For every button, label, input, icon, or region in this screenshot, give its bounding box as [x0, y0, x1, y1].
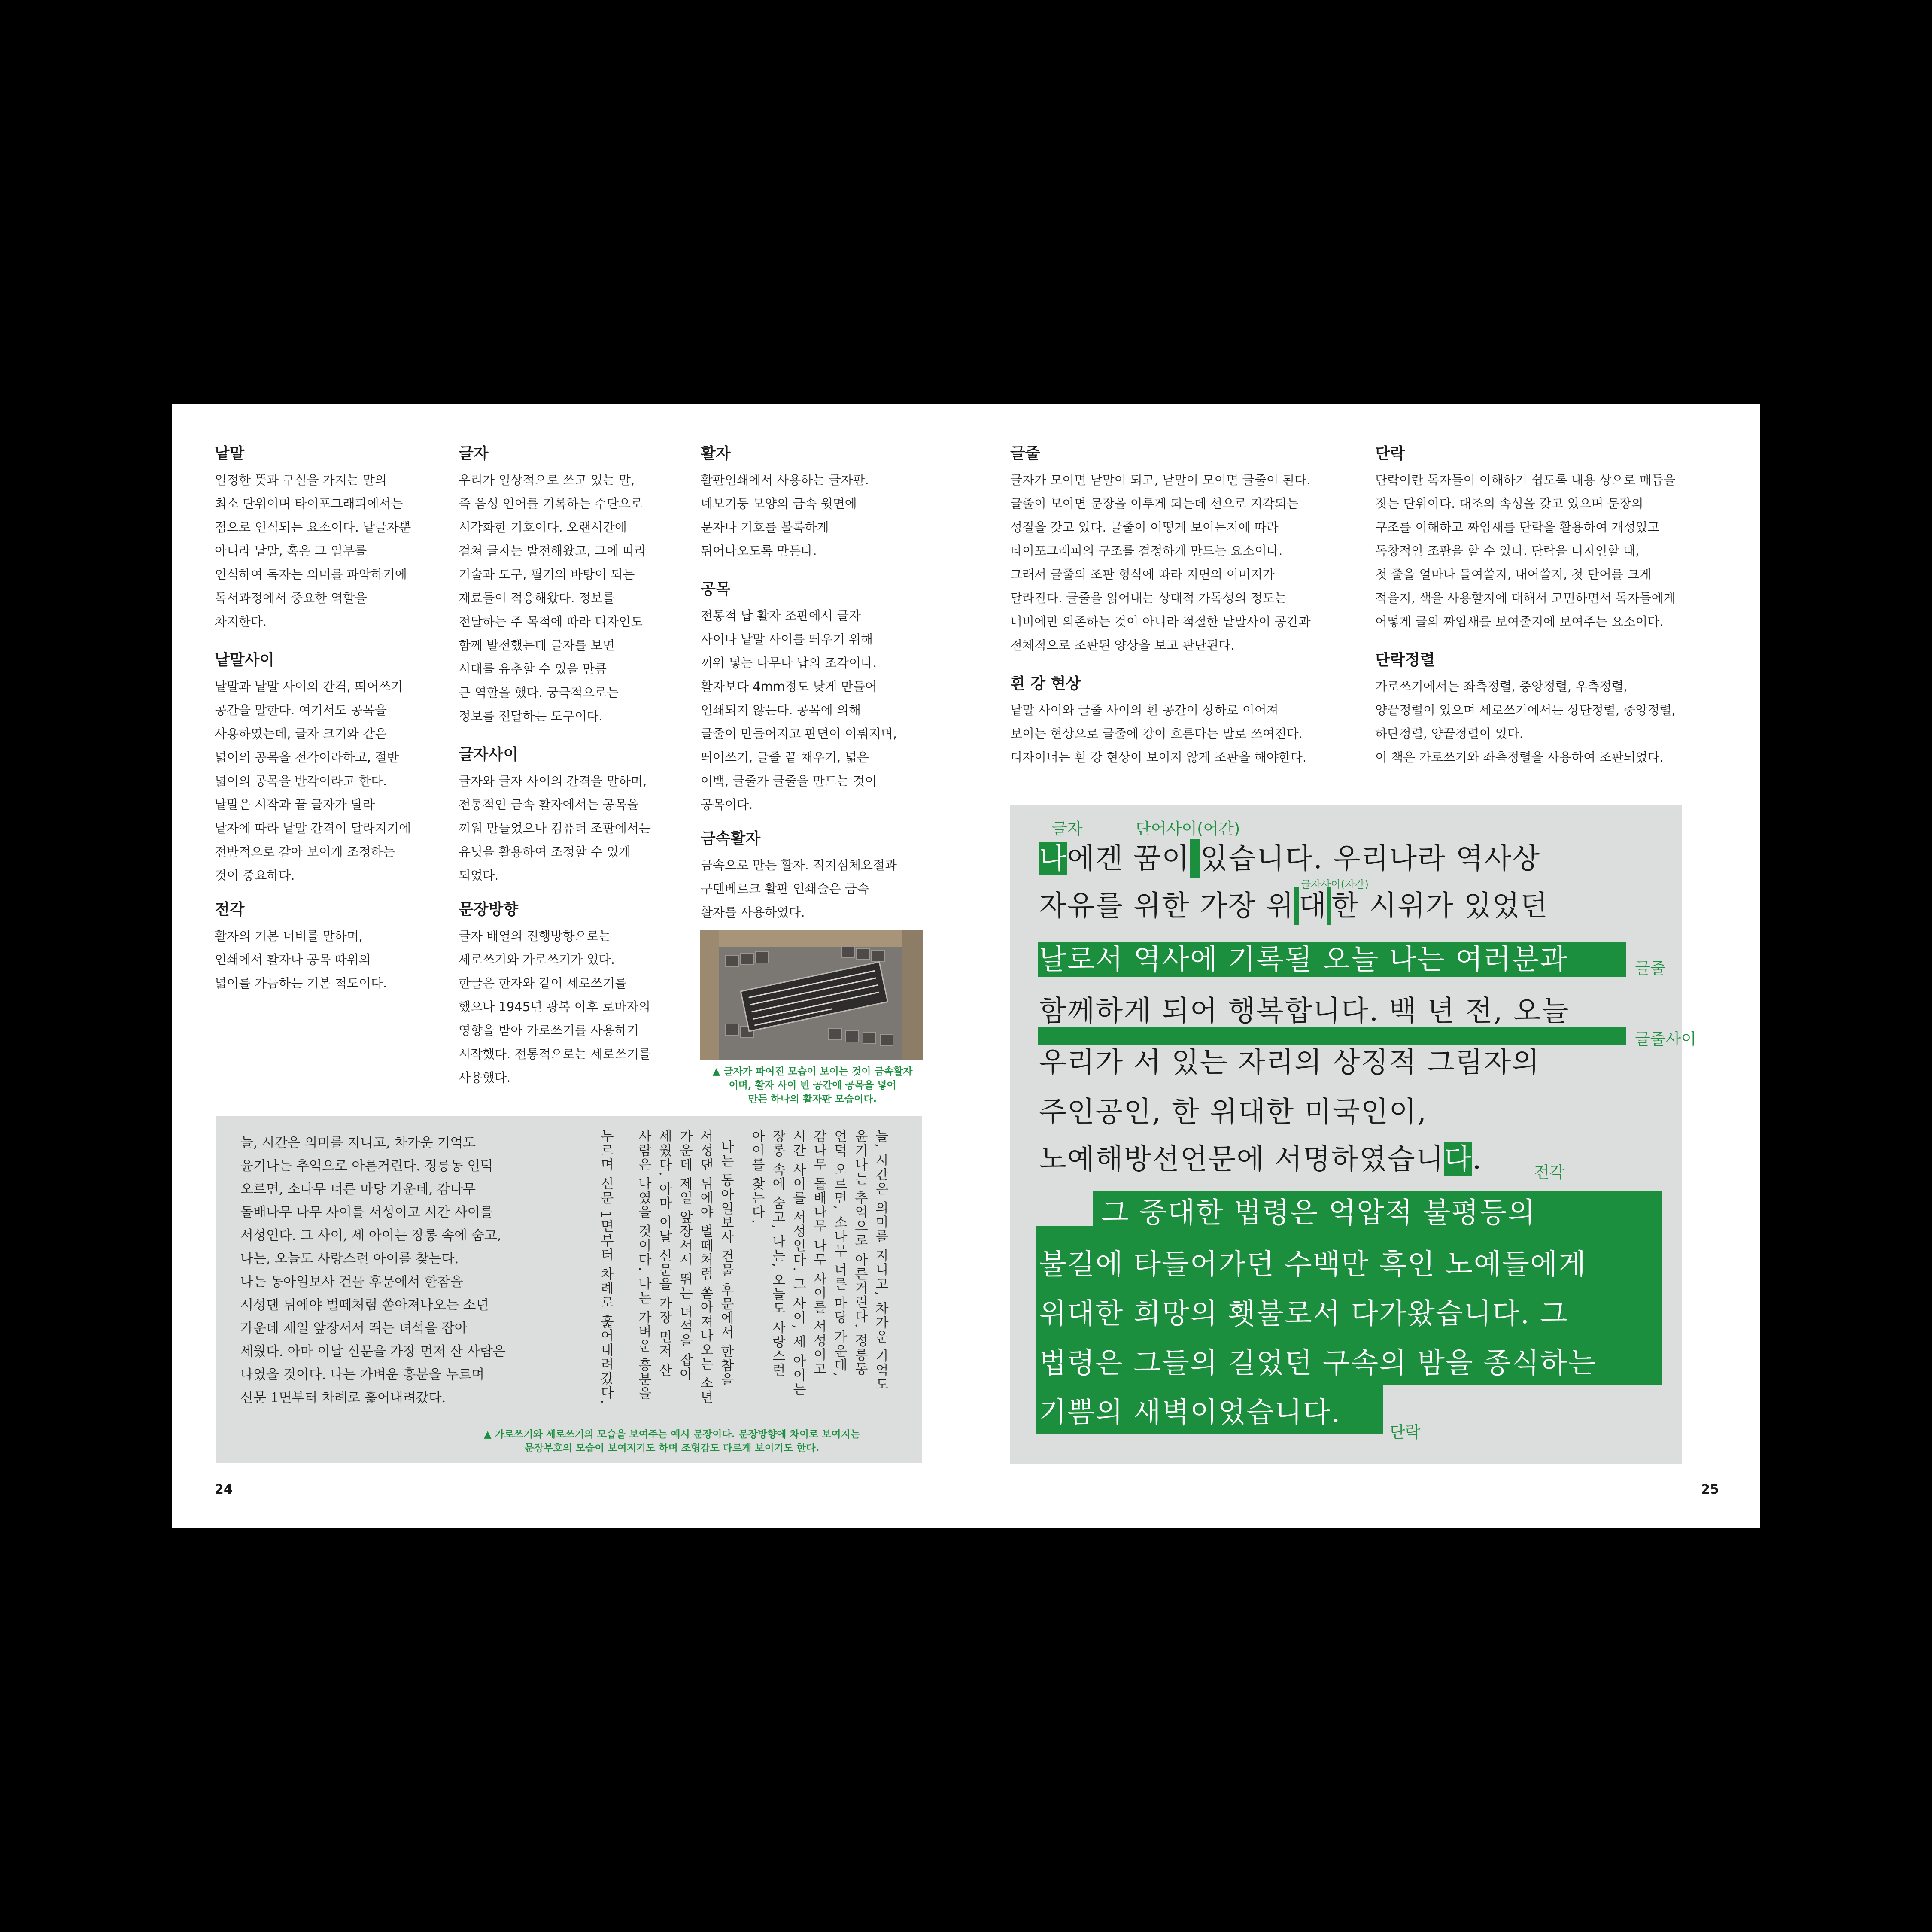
body-nalmal: 일정한 뜻과 구실을 가지는 말의 최소 단위이며 타이포그래피에서는 점으로 인식되는 요소이다. 낱글자뿐 아니라 낱말, 혹은 그 일부를 인식하여 독자는 의미를 파악하기에 독서과정에서 중요한 역할을 차지한다.: [215, 473, 411, 629]
heading-dallak-jeongnyeol: 단락정렬: [1375, 651, 1435, 669]
direction-box-caption: ▲ 가로쓰기와 세로쓰기의 모습을 보여주는 예시 문장이다. 문장방향에 차이로 보여지는 문장부호의 모습이 보여지기도 하며 조형감도 다르게 보이기도 한다.: [483, 1429, 860, 1454]
body-gongmok: 전통적 납 활자 조판에서 글자 사이나 낱말 사이를 띄우기 위해 끼워 넣는 나무나 납의 조각이다. 활자보다 4mm정도 낮게 만들어 인쇄되지 않는다. 공목에 의해 글줄이 만들어지고 판면이 이뤄지며, 띄어쓰기, 글줄 끝 채우기, 넓은 여백, 글줄가 글줄을 만드는 것이 공목이다.: [701, 608, 897, 812]
vertical-line-6: 장롱 속에 숨고, 나는, 오늘도 사랑스런: [770, 1129, 785, 1377]
label-dallak: 단락: [1390, 1423, 1421, 1441]
heading-hwalja: 활자: [701, 445, 731, 462]
highlight-geulja: 나: [1039, 842, 1067, 875]
label-geulja: 글자: [1052, 820, 1083, 838]
heading-gongmok: 공목: [701, 580, 731, 598]
left-column-1: [215, 444, 455, 995]
metal-type-illustration: [700, 930, 923, 1060]
body-dallak-jeongnyeol: 가로쓰기에서는 좌측정렬, 중앙정렬, 우측정렬, 양끝정렬이 있으며 세로쓰기에서는 상단정렬, 중앙정렬, 하단정렬, 양끝정렬이 있다. 이 책은 가로쓰기와 좌측정렬을 사용하여 조판되었다.: [1375, 679, 1676, 765]
diagram-line-6: 주인공인, 한 위대한 미국인이,: [1039, 1095, 1427, 1128]
diagram-line-4: 함께하게 되어 행복합니다. 백 년 전, 오늘: [1039, 994, 1570, 1027]
left-column-3: [701, 444, 941, 924]
diagram-text-2b: 대: [1299, 889, 1327, 922]
body-jeongak: 활자의 기본 너비를 말하며, 인쇄에서 활자나 공목 따위의 넓이를 가늠하는 기본 척도이다.: [215, 929, 387, 990]
body-dallak: 단락이란 독자들이 이해하기 쉽도록 내용 상으로 매듭을 짓는 단위이다. 대조의 속성을 갖고 있으며 문장의 구조를 이해하고 짜임새를 단락을 활용하여 개성있고 독창적인 조판을 할 수 있다. 단락을 디자인할 때, 첫 줄을 얼마나 들여쓸지, 내어쓸지, 첫 단어를 크게 적을지, 색을 사용할지에 대해서 고민하면서 독자들에게 어떻게 글의 짜임새를 보여줄지에 보여주는 요소이다.: [1375, 473, 1676, 629]
body-geulja-sai: 글자와 글자 사이의 간격을 말하며, 전통적인 금속 활자에서는 공목을 끼워 만들었으나 컴퓨터 조판에서는 유닛을 활용하여 조정할 수 있게 되었다.: [459, 774, 651, 883]
page-number-right: 25: [1701, 1482, 1719, 1497]
vertical-line-8: 나는 동아일보사 건물 후문에서 한참을: [718, 1140, 734, 1387]
right-column-1: [1010, 444, 1371, 769]
heading-white-river: 흰 강 현상: [1010, 675, 1081, 693]
photo-caption: ▲ 글자가 파여진 모습이 보이는 것이 금속활자 이며, 활자 사이 빈 공간에 공목을 넣어 만든 하나의 활자판 모습이다.: [712, 1066, 913, 1105]
vertical-line-9: 서성댄 뒤에야 벌떼처럼 쏟아져나오는 소년: [698, 1129, 713, 1405]
diagram-line-9: 불길에 타들어가던 수백만 흑인 노예들에게: [1039, 1248, 1587, 1281]
heading-nalmal: 낱말: [215, 445, 245, 462]
vertical-line-13: 누르며 신문 1면부터 차례로 훑어내려갔다.: [598, 1129, 614, 1405]
highlight-letter-space-2: [1327, 887, 1331, 925]
diagram-line-5: 우리가 서 있는 자리의 상징적 그림자의: [1039, 1046, 1540, 1079]
heading-geuljul: 글줄: [1010, 445, 1040, 462]
body-white-river: 낱말 사이와 글줄 사이의 흰 공간이 상하로 이어져 보이는 현상으로 글줄에 강이 흐른다는 말로 쓰여진다. 디자이너는 흰 강 현상이 보이지 않게 조판을 해야한다.: [1010, 703, 1307, 765]
diagram-text-1e: 있습니다. 우리나라 역사상: [1200, 842, 1541, 875]
horizontal-writing-sample: 늘, 시간은 의미를 지니고, 차가운 기억도 윤기나는 추억으로 아른거린다. 정릉동 언덕 오르면, 소나무 너른 마당 가운데, 감나무 돌배나무 나무 사이를 서성이고 시간 사이를 서성인다. 그 사이, 세 아이는 장롱 속에 숨고, 나는, 오늘도 사랑스런 아이를 찾는다. 나는 동아일보사 건물 후문에서 한참을 서성댄 뒤에야 벌떼처럼 쏟아져나오는 소년 가운데 제일 앞장서서 뛰는 녀석을 잡아 세웠다. 아마 이날 신문을 가장 먼저 산 사람은 나였을 것이다. 나는 가벼운 흥분을 누르며 신문 1면부터 차례로 훑어내려갔다.: [240, 1135, 506, 1406]
body-geuljul: 글자가 모이면 낱말이 되고, 낱말이 모이면 글줄이 된다. 글줄이 모이면 문장을 이루게 되는데 선으로 지각되는 성질을 갖고 있다. 글줄이 어떻게 보이는지에 따라 타이포그래피의 구조를 결정하게 만드는 요소이다. 그래서 글줄의 조판 형식에 따라 지면의 이미지가 달라진다. 글줄을 읽어내는 상대적 가독성의 정도는 너비에만 의존하는 것이 아니라 적절한 낱말사이 공간과 전체적으로 조판된 양상을 보고 판단된다.: [1010, 473, 1311, 653]
vertical-line-4: 감나무 돌배나무 나무 사이를 서성이고: [811, 1129, 826, 1376]
body-hwalja: 활판인쇄에서 사용하는 글자판. 네모기둥 모양의 금속 윗면에 문자나 기호를 볼록하게 뒤어나오도록 만든다.: [701, 473, 869, 558]
right-column-2: [1375, 444, 1736, 769]
diagram-text-2a: 자유를 위한 가장 위: [1039, 889, 1294, 922]
diagram-line-11: 법령은 그들의 길었던 구속의 밤을 종식하는: [1039, 1346, 1597, 1379]
label-jeongak: 전각: [1534, 1163, 1565, 1182]
label-geuljul: 글줄: [1635, 959, 1666, 978]
left-column-2: [459, 444, 699, 1090]
page-number-left: 24: [215, 1482, 233, 1497]
vertical-line-2: 윤기나는 추억으로 아른거린다. 정릉동: [852, 1129, 868, 1376]
heading-geulja: 글자: [459, 445, 489, 462]
diagram-line-10: 위대한 희망의 횃불로서 다가왔습니다. 그: [1039, 1297, 1568, 1330]
diagram-text-7c: .: [1472, 1142, 1482, 1176]
body-geulja: 우리가 일상적으로 쓰고 있는 말, 즉 음성 언어를 기록하는 수단으로 시각화한 기호이다. 오랜시간에 걸쳐 글자는 발전해왔고, 그에 따라 기술과 도구, 필기의 바탕이 되는 재료들이 적응해왔다. 정보를 전달하는 주 목적에 따라 디자인도 함께 발전했는데 글자를 보면 시대를 유추할 수 있을 만큼 큰 역할을 했다. 궁극적으로는 정보를 전달하는 도구이다.: [459, 473, 647, 723]
label-letter-space: 글자사이(자간): [1301, 878, 1369, 890]
label-word-space: 단어사이(어간): [1136, 820, 1240, 838]
heading-geumsok-hwalja: 금속활자: [701, 830, 761, 848]
diagram-text-1d: 이: [1162, 842, 1190, 875]
label-line-space: 글줄사이: [1635, 1030, 1696, 1048]
diagram-text-1c: 꿈: [1133, 842, 1162, 875]
heading-nalmal-sai: 낱말사이: [215, 651, 275, 669]
highlight-em: 다: [1444, 1142, 1473, 1176]
diagram-line-8: 그 중대한 법령은 억압적 불평등의: [1101, 1196, 1536, 1229]
body-geumsok-hwalja: 금속으로 만든 활자. 직지심체요절과 구텐베르크 활판 인쇄술은 금속 활자를 사용하였다.: [701, 858, 897, 920]
vertical-line-3: 언덕 오르면, 소나무 너른 마당 가운데,: [832, 1129, 847, 1377]
diagram-text-2c: 한 시위가 있었던: [1331, 889, 1549, 922]
diagram-line-12: 기쁨의 새벽이었습니다.: [1039, 1396, 1341, 1429]
diagram-line-3: 날로서 역사에 기록될 오늘 나는 여러분과: [1039, 943, 1568, 976]
body-munjang-banghyang: 글자 배열의 진행방향으로는 세로쓰기와 가로쓰기가 있다. 한글은 한자와 같이 세로쓰기를 했으나 1945년 광복 이후 로마자의 영향을 받아 가로쓰기를 사용하기 시작했다. 전통적으로는 세로쓰기를 사용했다.: [459, 929, 651, 1085]
diagram-text-1b: 에겐: [1067, 842, 1134, 875]
diagram-line-7: [1039, 1140, 1482, 1179]
heading-geulja-sai: 글자사이: [459, 746, 519, 763]
vertical-line-7: 아이를 찾는다.: [749, 1129, 765, 1224]
vertical-line-5: 시간 사이를 서성인다. 그 사이, 세 아이는: [790, 1129, 806, 1397]
highlight-word-space: [1190, 839, 1200, 878]
heading-jeongak: 전각: [215, 901, 245, 918]
heading-munjang-banghyang: 문장방향: [459, 901, 519, 918]
vertical-line-12: 사람은 나였을 것이다. 나는 가벼운 흥분을: [636, 1129, 651, 1401]
vertical-line-1: 늘, 시간은 의미를 지니고, 차가운 기억도: [873, 1129, 888, 1391]
highlight-letter-space: [1294, 887, 1299, 925]
vertical-line-10: 가운데 제일 앞장서서 뛰는 녀석을 잡아: [677, 1129, 693, 1382]
vertical-line-11: 세웠다. 아마 이날 신문을 가장 먼저 산: [656, 1129, 672, 1377]
diagram-line-2: [1039, 887, 1549, 925]
metal-type-photo: [700, 930, 923, 1060]
body-nalmal-sai: 낱말과 낱말 사이의 간격, 띄어쓰기 공간을 말한다. 여기서도 공목을 사용하였는데, 글자 크기와 같은 넓이의 공목을 전각이라하고, 절반 넓이의 공목을 반각이라고 한다. 낱말은 시작과 끝 글자가 달라 낱자에 따라 낱말 간격이 달라지기에 전반적으로 같아 보이게 조정하는 것이 중요하다.: [215, 679, 411, 883]
heading-dallak: 단락: [1375, 445, 1405, 462]
diagram-line-1: [1039, 839, 1540, 878]
diagram-text-7a: 노예해방선언문에 서명하였습니: [1039, 1142, 1444, 1176]
